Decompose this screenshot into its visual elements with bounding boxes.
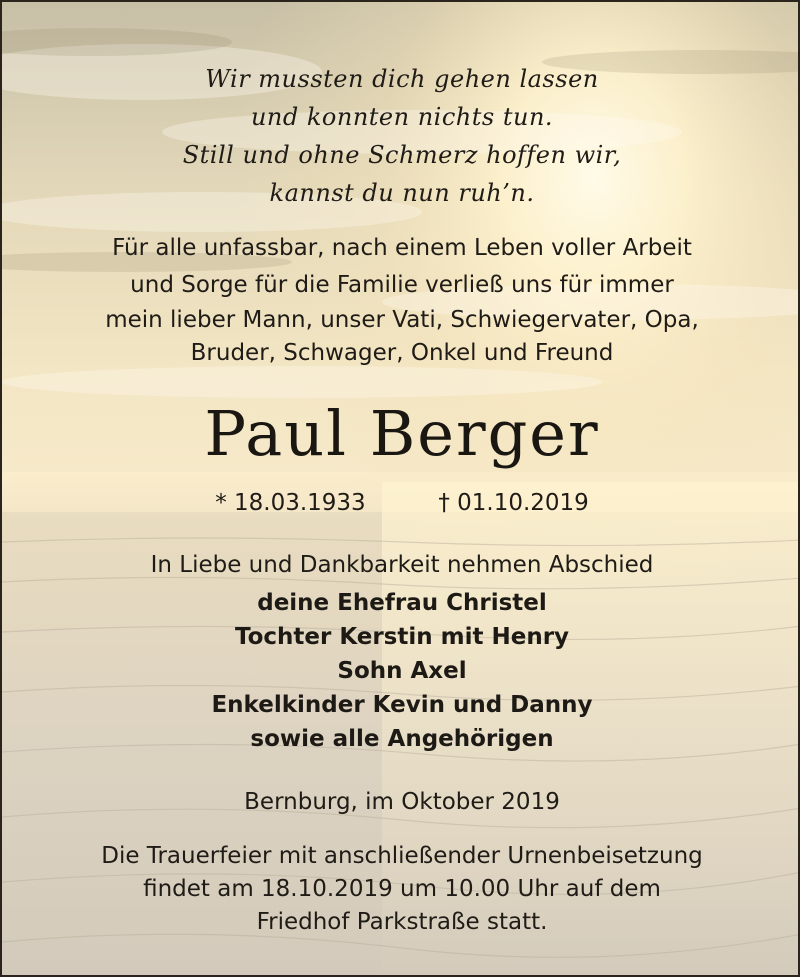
intro-line: Bruder, Schwager, Onkel und Freund	[190, 340, 614, 366]
intro-line: mein lieber Mann, unser Vati, Schwiegervater, Opa,	[105, 307, 699, 333]
mourner-line: Sohn Axel	[337, 658, 467, 684]
intro-line: und Sorge für die Familie verließ uns für immer	[130, 272, 674, 298]
deceased-name: Paul Berger	[204, 397, 600, 470]
birth-date: * 18.03.1933	[215, 490, 366, 516]
mourner-line: Enkelkinder Kevin und Danny	[211, 692, 593, 718]
mourner-line: Tochter Kerstin mit Henry	[234, 624, 570, 650]
verse-line: Wir mussten dich gehen lassen	[205, 65, 599, 93]
verse-line: Still und ohne Schmerz hoffen wir,	[182, 141, 622, 169]
life-dates	[2, 490, 800, 516]
intro-line: Für alle unfassbar, nach einem Leben voller Arbeit	[112, 235, 692, 261]
funeral-info-line: Friedhof Parkstraße statt.	[256, 909, 548, 935]
place-date: Bernburg, im Oktober 2019	[244, 789, 560, 815]
mourner-line: sowie alle Angehörigen	[250, 726, 554, 752]
funeral-info-line: Die Trauerfeier mit anschließender Urnenbeisetzung	[101, 843, 703, 869]
farewell-intro: In Liebe und Dankbarkeit nehmen Abschied	[150, 552, 654, 578]
funeral-info-line: findet am 18.10.2019 um 10.00 Uhr auf dem	[143, 876, 661, 902]
death-date: † 01.10.2019	[438, 490, 589, 516]
verse-line: kannst du nun ruh’n.	[269, 179, 535, 207]
mourner-line: deine Ehefrau Christel	[257, 590, 547, 616]
verse-line: und konnten nichts tun.	[250, 103, 554, 131]
